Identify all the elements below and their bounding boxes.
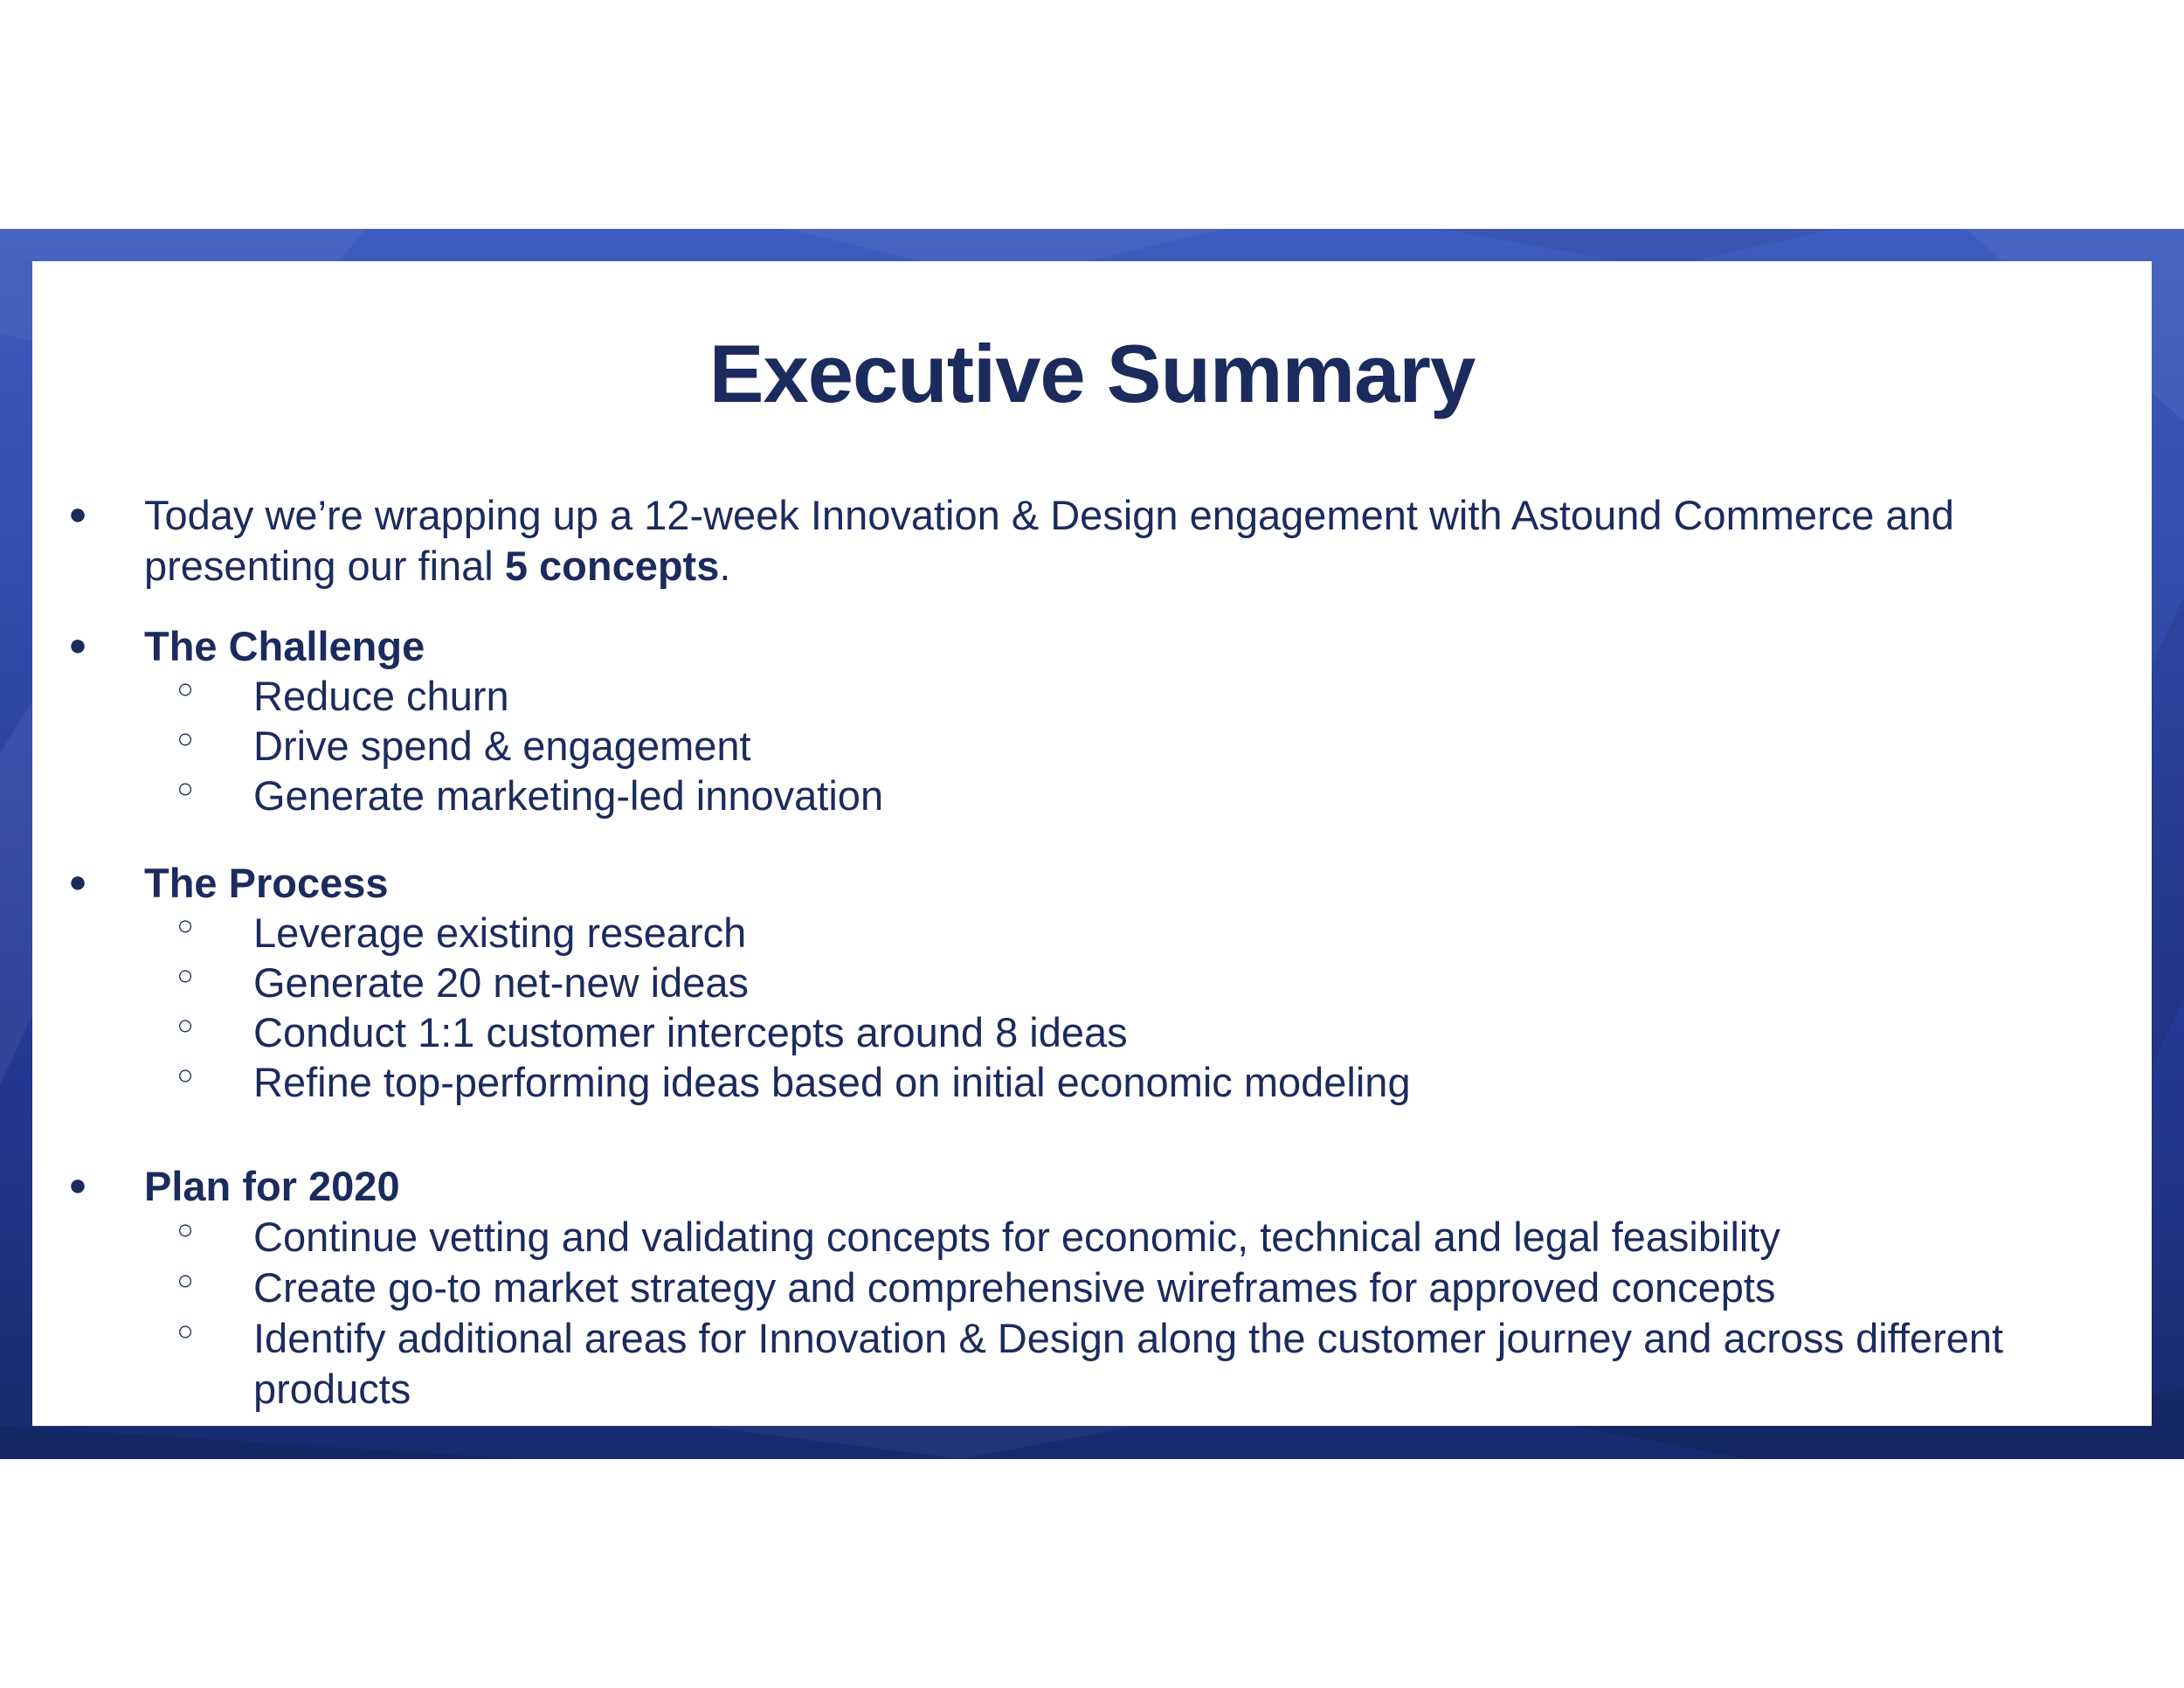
sub-bullet-icon: ○ [176, 1059, 194, 1090]
sub-bullet-icon: ○ [176, 1214, 194, 1245]
list-item: Refine top-performing ideas based on initial economic modeling [253, 1059, 1411, 1105]
bullet-icon: ● [68, 626, 87, 662]
sub-bullet-icon: ○ [176, 959, 194, 991]
list-item: Reduce churn [253, 673, 509, 719]
bullet-icon: ● [68, 1166, 87, 1202]
list-item: Create go-to market strategy and comprehensive wireframes for approved concepts [253, 1264, 1776, 1311]
intro-text-end: . [719, 543, 731, 589]
sub-bullet-icon: ○ [176, 723, 194, 754]
sub-bullet-icon: ○ [176, 1009, 194, 1041]
list-item: Identify additional areas for Innovation & Design along the customer journey and across different products [253, 1315, 2004, 1412]
list-item: Conduct 1:1 customer intercepts around 8 ideas [253, 1009, 1128, 1055]
sub-bullet-icon: ○ [176, 673, 194, 704]
list-item: Continue vetting and validating concepts for economic, technical and legal feasibility [253, 1214, 1780, 1260]
intro-text-part: Today we’re wrapping up a 12-week Innovation & Design engagement with Astound Commerce and presenting our final [144, 492, 1954, 589]
sub-bullet-icon: ○ [176, 1264, 194, 1296]
section-heading-process: The Process [144, 860, 389, 906]
bullet-icon: ● [68, 863, 87, 899]
intro-text [144, 490, 2118, 591]
bullet-icon: ● [68, 495, 87, 531]
section-heading-challenge: The Challenge [144, 623, 425, 669]
list-item: Drive spend & engagement [253, 723, 751, 769]
sub-bullet-icon: ○ [176, 772, 194, 804]
section-heading-plan: Plan for 2020 [144, 1163, 400, 1209]
list-item: Leverage existing research [253, 910, 747, 956]
slide-frame [0, 229, 2184, 1459]
slide-title: Executive Summary [708, 328, 1476, 419]
intro-highlight: 5 concepts [504, 543, 720, 589]
sub-bullet-icon: ○ [176, 1315, 194, 1346]
list-item: Generate 20 net-new ideas [253, 959, 749, 1006]
content-panel [32, 261, 2152, 1426]
sub-bullet-icon: ○ [176, 910, 194, 941]
list-item: Generate marketing-led innovation [253, 772, 884, 819]
